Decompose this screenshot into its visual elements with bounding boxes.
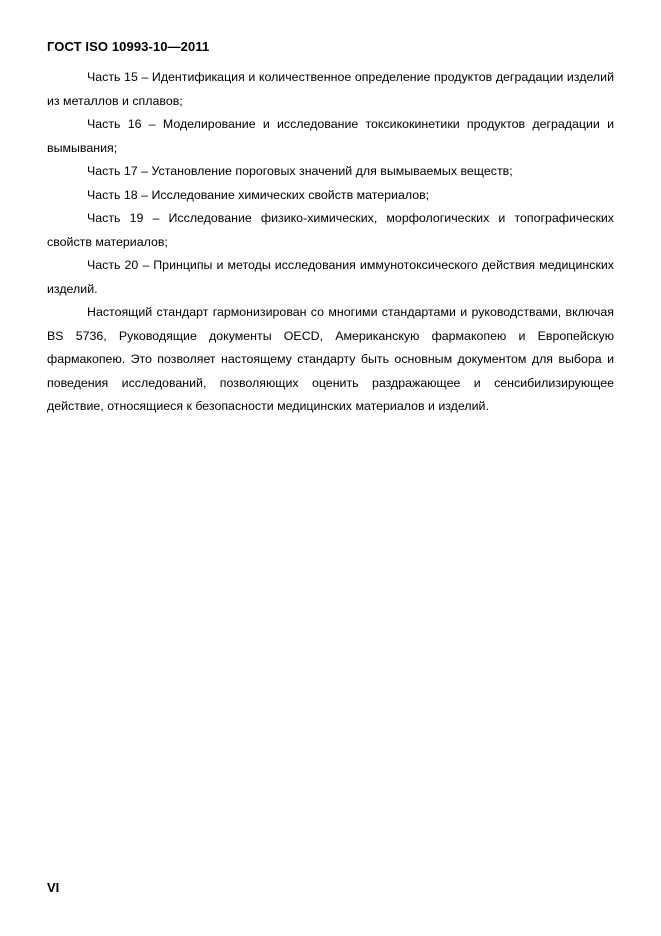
- paragraph-part-15: Часть 15 – Идентификация и количественное определение продуктов деградации изделий из металлов и сплавов;: [47, 70, 614, 108]
- body-text: [47, 66, 614, 419]
- paragraph-part-20: Часть 20 – Принципы и методы исследования иммунотоксического действия медицинских изделий.: [47, 258, 614, 296]
- paragraph-part-16: Часть 16 – Моделирование и исследование токсикокинетики продуктов деградации и вымывания;: [47, 117, 614, 155]
- page-number: VI: [47, 880, 60, 895]
- paragraph-harmonization: Настоящий стандарт гармонизирован со многими стандартами и руководствами, включая BS 5736, Руководящие документы OECD, Американскую фармакопею и Европейскую фармакопею. Это позволяет настоящему стандарту быть основным документом для выбора и поведения исследований, позволяющих оценить раздражающее и сенсибилизирующее действие, относящиеся к безопасности медицинских материалов и изделий.: [47, 305, 614, 413]
- page-header-standard-id: ГОСТ ISO 10993-10—2011: [47, 39, 210, 54]
- paragraph-part-19: Часть 19 – Исследование физико-химических, морфологических и топографических свойств материалов;: [47, 211, 614, 249]
- paragraph-part-17: Часть 17 – Установление пороговых значений для вымываемых веществ;: [87, 164, 513, 178]
- paragraph-part-18: Часть 18 – Исследование химических свойств материалов;: [87, 187, 430, 202]
